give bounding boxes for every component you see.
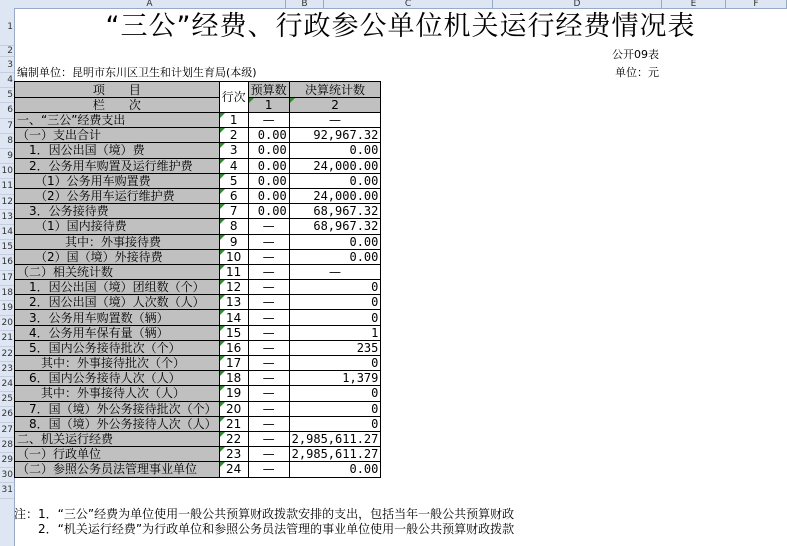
row-header-16[interactable]: 16 bbox=[0, 255, 14, 270]
row-no[interactable]: 15 bbox=[219, 325, 248, 340]
column-header-e[interactable]: E bbox=[662, 0, 726, 8]
row-header-25[interactable]: 25 bbox=[0, 392, 14, 407]
row-budget[interactable]: 0.00 bbox=[248, 128, 289, 143]
row-final[interactable]: 0.00 bbox=[289, 234, 381, 249]
header-final: 决算统计数 bbox=[289, 82, 381, 98]
table-row bbox=[15, 340, 381, 355]
row-no[interactable]: 2 bbox=[219, 128, 248, 143]
table-row bbox=[15, 188, 381, 203]
table-row bbox=[15, 295, 381, 310]
row-item[interactable]: 5．国内公务接待批次（个） bbox=[15, 340, 220, 355]
row-budget[interactable]: — bbox=[248, 219, 289, 234]
row-final[interactable]: 1,379 bbox=[289, 371, 381, 386]
row-budget[interactable]: — bbox=[248, 401, 289, 416]
row-header-12[interactable]: 12 bbox=[0, 195, 14, 210]
row-no[interactable]: 16 bbox=[219, 340, 248, 355]
row-no[interactable]: 10 bbox=[219, 249, 248, 264]
table-row bbox=[15, 234, 381, 249]
row-item[interactable]: （2）公务用车运行维护费 bbox=[15, 188, 220, 203]
column-header-a[interactable]: A bbox=[14, 0, 286, 8]
unit-name: 编制单位：昆明市东川区卫生和计划生育局(本级) bbox=[17, 66, 257, 79]
row-item[interactable]: （二）相关统计数 bbox=[15, 264, 220, 279]
row-no[interactable]: 6 bbox=[219, 188, 248, 203]
table-row bbox=[15, 280, 381, 295]
row-item[interactable]: 其中：外事接待人次（人） bbox=[15, 386, 220, 401]
row-no[interactable]: 1 bbox=[219, 113, 248, 128]
row-no[interactable]: 19 bbox=[219, 386, 248, 401]
row-budget[interactable]: 0.00 bbox=[248, 204, 289, 219]
header-column-index: 栏 次 bbox=[15, 98, 220, 113]
row-final[interactable]: 68,967.32 bbox=[289, 219, 381, 234]
column-header-f[interactable]: F bbox=[726, 0, 787, 8]
row-item[interactable]: 一、“三公”经费支出 bbox=[15, 113, 220, 128]
table-row bbox=[15, 386, 381, 401]
row-item[interactable]: 其中：外事接待费 bbox=[15, 234, 220, 249]
table-row bbox=[15, 113, 381, 128]
row-item[interactable]: 7．国（境）外公务接待批次（个） bbox=[15, 401, 220, 416]
row-no[interactable]: 17 bbox=[219, 356, 248, 371]
row-header-4[interactable]: 4 bbox=[0, 73, 14, 88]
header-row-no: 行次 bbox=[219, 82, 248, 113]
row-budget[interactable]: — bbox=[248, 234, 289, 249]
row-no[interactable]: 7 bbox=[219, 204, 248, 219]
row-budget[interactable]: — bbox=[248, 386, 289, 401]
row-header-2[interactable]: 2 bbox=[0, 46, 14, 57]
column-header-d[interactable]: D bbox=[493, 0, 662, 8]
form-code: 公开09表 bbox=[612, 48, 659, 61]
row-no[interactable]: 9 bbox=[219, 234, 248, 249]
row-final[interactable]: — bbox=[289, 264, 381, 279]
row-budget[interactable]: — bbox=[248, 325, 289, 340]
row-header-8[interactable]: 8 bbox=[0, 134, 14, 149]
row-final[interactable]: 0 bbox=[289, 356, 381, 371]
row-budget[interactable]: — bbox=[248, 431, 289, 446]
row-item[interactable]: 1．因公出国（境）团组数（个） bbox=[15, 280, 220, 295]
row-no[interactable]: 22 bbox=[219, 431, 248, 446]
table-row bbox=[15, 173, 381, 188]
row-final[interactable]: 0 bbox=[289, 386, 381, 401]
row-no[interactable]: 24 bbox=[219, 462, 248, 477]
table-row bbox=[15, 249, 381, 264]
column-header-b[interactable]: B bbox=[286, 0, 324, 8]
table-row bbox=[15, 431, 381, 446]
table-row bbox=[15, 219, 381, 234]
row-budget[interactable]: — bbox=[248, 416, 289, 431]
note-line-1: 注：1．“三公”经费为单位使用一般公共预算财政拨款安排的支出，包括当年一般公共预算财政 bbox=[14, 507, 515, 521]
table-row bbox=[15, 204, 381, 219]
row-header-27[interactable]: 27 bbox=[0, 423, 14, 438]
row-item[interactable]: （二）参照公务员法管理事业单位 bbox=[15, 462, 220, 477]
row-header-29[interactable]: 29 bbox=[0, 453, 14, 468]
row-header-9[interactable]: 9 bbox=[0, 149, 14, 164]
row-final[interactable]: 2,985,611.27 bbox=[289, 447, 381, 462]
row-item[interactable]: 8．国（境）外公务接待人次（人） bbox=[15, 416, 220, 431]
row-header-28[interactable]: 28 bbox=[0, 438, 14, 453]
row-item[interactable]: （一）行政单位 bbox=[15, 447, 220, 462]
table-row bbox=[15, 416, 381, 431]
row-no[interactable]: 14 bbox=[219, 310, 248, 325]
row-final[interactable]: 68,967.32 bbox=[289, 204, 381, 219]
row-no[interactable]: 3 bbox=[219, 143, 248, 158]
table-row bbox=[15, 462, 381, 477]
table-row bbox=[15, 356, 381, 371]
row-item[interactable]: 1．因公出国（境）费 bbox=[15, 143, 220, 158]
header-item: 项 目 bbox=[15, 82, 220, 98]
row-header-10[interactable]: 10 bbox=[0, 164, 14, 179]
column-header-c[interactable]: C bbox=[324, 0, 493, 8]
row-final[interactable]: 1 bbox=[289, 325, 381, 340]
row-budget[interactable]: 0.00 bbox=[248, 143, 289, 158]
row-budget[interactable]: 0.00 bbox=[248, 158, 289, 173]
table-row bbox=[15, 310, 381, 325]
row-item[interactable]: （一）支出合计 bbox=[15, 128, 220, 143]
row-budget[interactable]: 0.00 bbox=[248, 173, 289, 188]
row-no[interactable]: 13 bbox=[219, 295, 248, 310]
row-header-20[interactable]: 20 bbox=[0, 316, 14, 331]
row-header-bar bbox=[0, 8, 15, 546]
row-header-21[interactable]: 21 bbox=[0, 331, 14, 346]
row-budget[interactable]: 0.00 bbox=[248, 188, 289, 203]
row-budget[interactable]: — bbox=[248, 280, 289, 295]
row-header-17[interactable]: 17 bbox=[0, 271, 14, 286]
row-item[interactable]: 4．公务用车保有量（辆） bbox=[15, 325, 220, 340]
row-final[interactable]: 0 bbox=[289, 310, 381, 325]
currency-unit: 单位：元 bbox=[615, 66, 659, 79]
row-item[interactable]: 3．公务用车购置数（辆） bbox=[15, 310, 220, 325]
row-item[interactable]: （1）国内接待费 bbox=[15, 219, 220, 234]
row-header-15[interactable]: 15 bbox=[0, 240, 14, 255]
row-header-30[interactable]: 30 bbox=[0, 468, 14, 483]
row-budget[interactable]: — bbox=[248, 340, 289, 355]
row-item[interactable]: 2．因公出国（境）人次数（人） bbox=[15, 295, 220, 310]
row-budget[interactable]: — bbox=[248, 264, 289, 279]
row-header-11[interactable]: 11 bbox=[0, 179, 14, 194]
row-header-23[interactable]: 23 bbox=[0, 362, 14, 377]
row-header-6[interactable]: 6 bbox=[0, 103, 14, 118]
table-row bbox=[15, 264, 381, 279]
row-final[interactable]: 2,985,611.27 bbox=[289, 431, 381, 446]
row-final[interactable]: 0 bbox=[289, 280, 381, 295]
table-row bbox=[15, 401, 381, 416]
row-budget[interactable]: — bbox=[248, 356, 289, 371]
row-no[interactable]: 21 bbox=[219, 416, 248, 431]
row-item[interactable]: 2．公务用车购置及运行维护费 bbox=[15, 158, 220, 173]
table-row bbox=[15, 158, 381, 173]
row-budget[interactable]: — bbox=[248, 113, 289, 128]
table-row bbox=[15, 143, 381, 158]
row-no[interactable]: 8 bbox=[219, 219, 248, 234]
note-line-2: 2．“机关运行经费”为行政单位和参照公务员法管理的事业单位使用一般公共预算财政拨款 bbox=[14, 522, 515, 536]
row-final[interactable]: 92,967.32 bbox=[289, 128, 381, 143]
row-header-13[interactable]: 13 bbox=[0, 210, 14, 225]
row-no[interactable]: 23 bbox=[219, 447, 248, 462]
row-final[interactable]: 0 bbox=[289, 401, 381, 416]
row-no[interactable]: 4 bbox=[219, 158, 248, 173]
row-no[interactable]: 18 bbox=[219, 371, 248, 386]
row-budget[interactable]: — bbox=[248, 310, 289, 325]
header-final-no: 2 bbox=[289, 98, 381, 113]
row-item[interactable]: 二、机关运行经费 bbox=[15, 431, 220, 446]
header-budget: 预算数 bbox=[248, 82, 289, 98]
row-final[interactable]: 0 bbox=[289, 295, 381, 310]
header-budget-no: 1 bbox=[248, 98, 289, 113]
row-item[interactable]: （2）国（境）外接待费 bbox=[15, 249, 220, 264]
row-budget[interactable]: — bbox=[248, 249, 289, 264]
row-budget[interactable]: — bbox=[248, 462, 289, 477]
row-header-7[interactable]: 7 bbox=[0, 119, 14, 134]
row-header-22[interactable]: 22 bbox=[0, 347, 14, 362]
row-no[interactable]: 11 bbox=[219, 264, 248, 279]
row-final[interactable]: 0 bbox=[289, 416, 381, 431]
row-final[interactable]: 24,000.00 bbox=[289, 158, 381, 173]
row-final[interactable]: 0.00 bbox=[289, 173, 381, 188]
table-row bbox=[15, 128, 381, 143]
row-no[interactable]: 5 bbox=[219, 173, 248, 188]
row-header-18[interactable]: 18 bbox=[0, 286, 14, 301]
row-header-26[interactable]: 26 bbox=[0, 407, 14, 422]
row-final[interactable]: 0.00 bbox=[289, 249, 381, 264]
row-item[interactable]: 6．国内公务接待人次（人） bbox=[15, 371, 220, 386]
row-header-3[interactable]: 3 bbox=[0, 57, 14, 73]
row-budget[interactable]: — bbox=[248, 371, 289, 386]
row-budget[interactable]: — bbox=[248, 295, 289, 310]
table-row bbox=[15, 325, 381, 340]
row-final[interactable]: — bbox=[289, 113, 381, 128]
table-row bbox=[15, 371, 381, 386]
expense-table bbox=[14, 81, 381, 478]
row-header-24[interactable]: 24 bbox=[0, 377, 14, 392]
row-final[interactable]: 0.00 bbox=[289, 462, 381, 477]
report-title: “三公”经费、行政参公单位机关运行经费情况表 bbox=[105, 11, 696, 42]
row-final[interactable]: 0.00 bbox=[289, 143, 381, 158]
row-item[interactable]: 3．公务接待费 bbox=[15, 204, 220, 219]
row-no[interactable]: 20 bbox=[219, 401, 248, 416]
row-header-1[interactable]: 1 bbox=[0, 8, 14, 46]
table-row bbox=[15, 447, 381, 462]
row-no[interactable]: 12 bbox=[219, 280, 248, 295]
row-header-19[interactable]: 19 bbox=[0, 301, 14, 316]
row-item[interactable]: 其中：外事接待批次（个） bbox=[15, 356, 220, 371]
row-header-5[interactable]: 5 bbox=[0, 88, 14, 103]
row-final[interactable]: 235 bbox=[289, 340, 381, 355]
row-budget[interactable]: — bbox=[248, 447, 289, 462]
row-item[interactable]: （1）公务用车购置费 bbox=[15, 173, 220, 188]
row-header-14[interactable]: 14 bbox=[0, 225, 14, 240]
row-final[interactable]: 24,000.00 bbox=[289, 188, 381, 203]
row-header-31[interactable]: 31 bbox=[0, 483, 14, 498]
